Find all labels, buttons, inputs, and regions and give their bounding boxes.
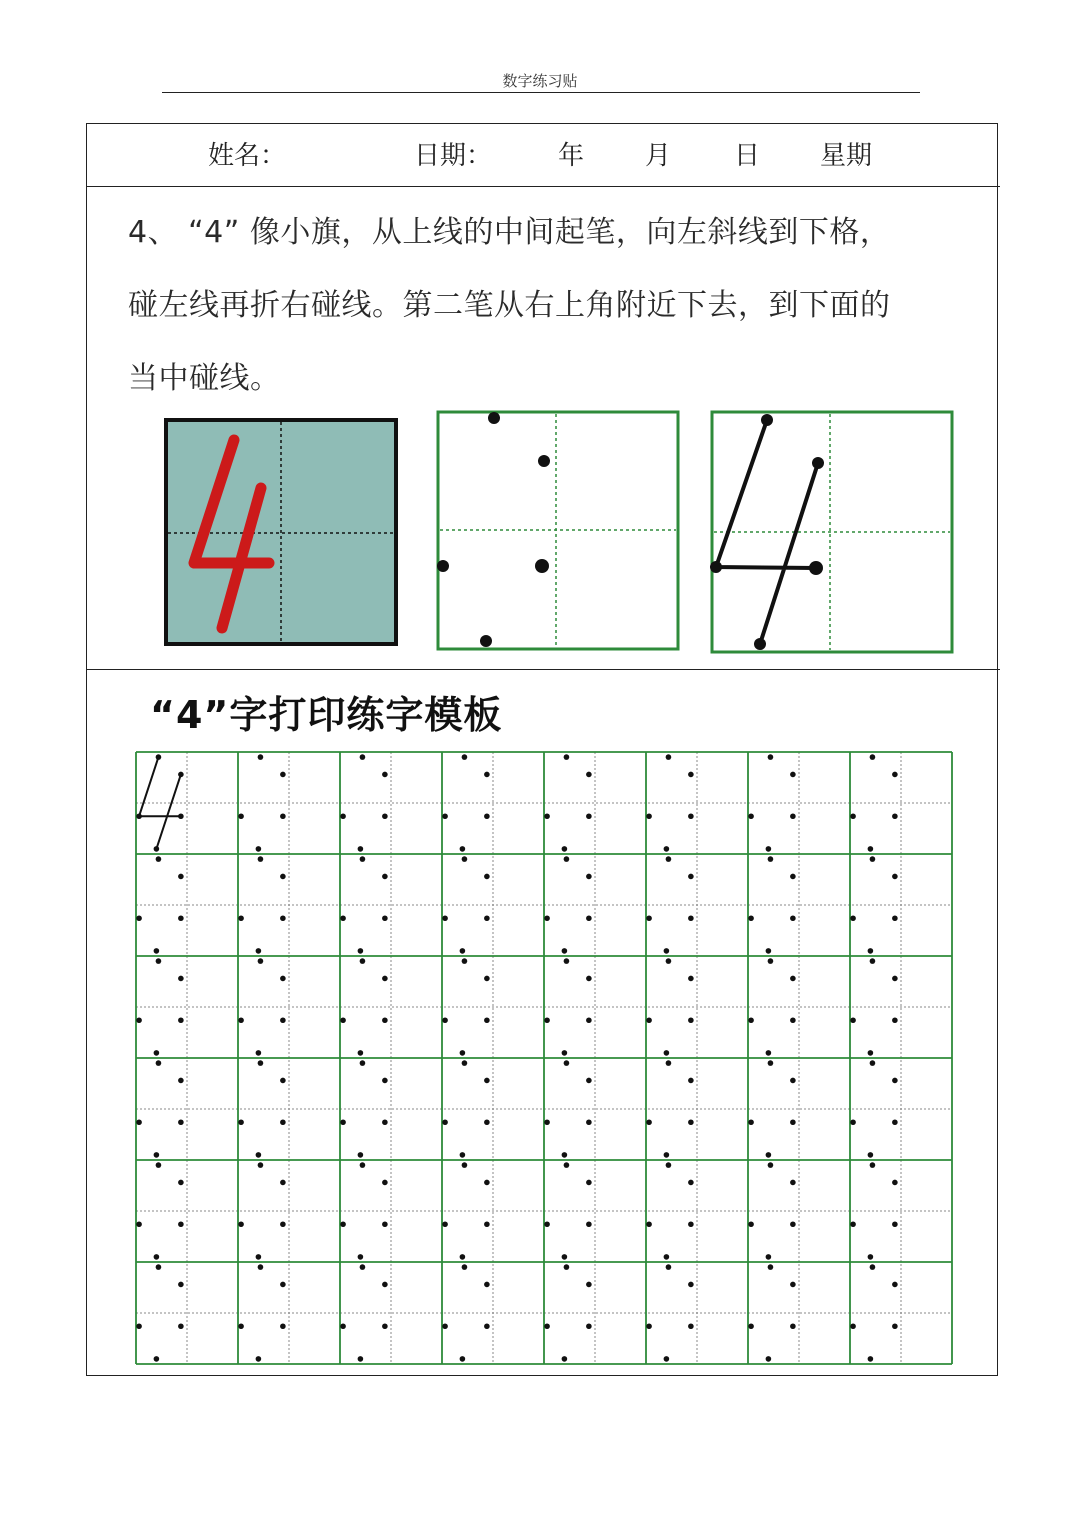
- info-row: [0, 135, 1080, 175]
- guide-dot: [382, 1282, 388, 1288]
- guide-dot: [850, 1017, 856, 1023]
- guide-dot: [586, 1282, 592, 1288]
- guide-dot: [790, 1323, 796, 1329]
- stroke-dot: [754, 638, 766, 650]
- guide-dot: [484, 976, 490, 982]
- guide-dot: [892, 1017, 898, 1023]
- guide-dot: [688, 1180, 694, 1186]
- guide-dot: [484, 1119, 490, 1125]
- guide-dot: [892, 976, 898, 982]
- guide-dot: [442, 1221, 448, 1227]
- guide-dot: [136, 813, 142, 819]
- guide-dot: [382, 1017, 388, 1023]
- guide-dot: [766, 1050, 772, 1056]
- guide-dot: [646, 1323, 652, 1329]
- guide-dot: [360, 856, 366, 862]
- guide-dot: [664, 1152, 670, 1158]
- stroke-dot: [437, 560, 449, 572]
- guide-dot: [868, 1050, 874, 1056]
- stroke-dot: [812, 457, 824, 469]
- guide-dot: [360, 1060, 366, 1066]
- guide-dot: [850, 1119, 856, 1125]
- guide-dot: [258, 958, 264, 964]
- guide-dot: [666, 1060, 672, 1066]
- guide-dot: [562, 1050, 568, 1056]
- guide-dot: [156, 856, 162, 862]
- guide-dot: [442, 813, 448, 819]
- instruction-line: 当中碰线。: [128, 361, 281, 396]
- guide-dot: [460, 948, 466, 954]
- guide-dot: [238, 1119, 244, 1125]
- guide-dot: [766, 948, 772, 954]
- guide-dot: [790, 1180, 796, 1186]
- guide-dot: [564, 1162, 570, 1168]
- stroke-dot: [809, 561, 823, 575]
- guide-dot: [154, 948, 160, 954]
- guide-dot: [462, 1264, 468, 1270]
- guide-dot: [462, 754, 468, 760]
- guide-dot: [136, 1119, 142, 1125]
- guide-dot: [666, 754, 672, 760]
- guide-dot: [178, 976, 184, 982]
- instruction-text: [128, 196, 958, 415]
- guide-dot: [688, 1323, 694, 1329]
- guide-dot: [382, 1221, 388, 1227]
- date-label: 日期：: [414, 141, 493, 171]
- guide-dot: [870, 1264, 876, 1270]
- guide-dot: [688, 772, 694, 778]
- guide-dot: [564, 754, 570, 760]
- guide-dot: [340, 915, 346, 921]
- guide-dot: [358, 1356, 364, 1362]
- guide-dot: [666, 1162, 672, 1168]
- guide-dot: [484, 813, 490, 819]
- guide-dot: [586, 976, 592, 982]
- guide-dot: [790, 915, 796, 921]
- stroke-dot: [488, 412, 500, 424]
- guide-dot: [688, 1282, 694, 1288]
- guide-dot: [544, 915, 550, 921]
- guide-dot: [586, 1078, 592, 1084]
- guide-dot: [280, 874, 286, 880]
- guide-dot: [748, 1323, 754, 1329]
- guide-dot: [766, 1152, 772, 1158]
- guide-dot: [280, 976, 286, 982]
- guide-dot: [462, 958, 468, 964]
- weekday-label: 星期: [820, 141, 873, 171]
- guide-dot: [688, 1221, 694, 1227]
- guide-dot: [280, 1017, 286, 1023]
- guide-dot: [484, 1323, 490, 1329]
- guide-dot: [790, 976, 796, 982]
- guide-dot: [258, 856, 264, 862]
- guide-dot: [154, 1356, 160, 1362]
- practice-grid: [134, 750, 954, 1366]
- guide-dot: [258, 1162, 264, 1168]
- guide-dot: [870, 1060, 876, 1066]
- guide-dot: [868, 1356, 874, 1362]
- month-label: 月: [645, 141, 672, 171]
- guide-dot: [484, 1180, 490, 1186]
- guide-dot: [136, 1221, 142, 1227]
- guide-dot: [544, 1323, 550, 1329]
- guide-dot: [360, 1162, 366, 1168]
- guide-dot: [360, 754, 366, 760]
- guide-dot: [870, 856, 876, 862]
- guide-dot: [484, 915, 490, 921]
- guide-dot: [768, 754, 774, 760]
- guide-dot: [136, 915, 142, 921]
- guide-dot: [868, 948, 874, 954]
- year-label: 年: [558, 141, 585, 171]
- guide-dot: [280, 1078, 286, 1084]
- guide-dot: [256, 1152, 262, 1158]
- guide-dot: [766, 1356, 772, 1362]
- guide-dot: [340, 1017, 346, 1023]
- guide-dot: [688, 1119, 694, 1125]
- stroke-dot: [710, 561, 722, 573]
- guide-dot: [178, 813, 184, 819]
- guide-dot: [768, 856, 774, 862]
- guide-dot: [460, 1356, 466, 1362]
- guide-dot: [238, 1323, 244, 1329]
- guide-dot: [256, 846, 262, 852]
- guide-dot: [280, 813, 286, 819]
- day-label: 日: [734, 141, 761, 171]
- guide-dot: [544, 1119, 550, 1125]
- guide-dot: [280, 915, 286, 921]
- guide-dot: [544, 1017, 550, 1023]
- guide-dot: [178, 1119, 184, 1125]
- guide-dot: [790, 772, 796, 778]
- guide-dot: [156, 1162, 162, 1168]
- instruction-line: 4、 “4” 像小旗，从上线的中间起笔，向左斜线到下格，: [128, 215, 891, 250]
- stroke-dot: [535, 559, 549, 573]
- header-title: 数字练习贴: [502, 72, 578, 90]
- guide-dot: [666, 1264, 672, 1270]
- guide-dot: [280, 1180, 286, 1186]
- guide-dot: [688, 1078, 694, 1084]
- guide-dot: [256, 1254, 262, 1260]
- guide-dot: [382, 874, 388, 880]
- demo-strokes-box: [710, 410, 954, 655]
- guide-dot: [562, 846, 568, 852]
- guide-dot: [564, 958, 570, 964]
- guide-dot: [358, 1050, 364, 1056]
- header-rule: [162, 92, 920, 93]
- guide-dot: [790, 813, 796, 819]
- guide-dot: [156, 754, 162, 760]
- guide-dot: [382, 915, 388, 921]
- guide-dot: [544, 813, 550, 819]
- guide-dot: [178, 1282, 184, 1288]
- guide-dot: [238, 1017, 244, 1023]
- guide-dot: [154, 1152, 160, 1158]
- guide-dot: [664, 948, 670, 954]
- guide-dot: [666, 958, 672, 964]
- guide-dot: [178, 1078, 184, 1084]
- guide-dot: [358, 1152, 364, 1158]
- guide-dot: [154, 1050, 160, 1056]
- guide-dot: [748, 1017, 754, 1023]
- guide-dot: [892, 813, 898, 819]
- guide-dot: [868, 1254, 874, 1260]
- guide-dot: [156, 1264, 162, 1270]
- guide-dot: [586, 1017, 592, 1023]
- guide-dot: [484, 1078, 490, 1084]
- guide-dot: [790, 1221, 796, 1227]
- guide-dot: [646, 915, 652, 921]
- guide-dot: [462, 856, 468, 862]
- guide-dot: [460, 846, 466, 852]
- stroke-dot: [538, 455, 550, 467]
- guide-dot: [646, 1221, 652, 1227]
- guide-dot: [178, 1221, 184, 1227]
- stroke-dot: [480, 635, 492, 647]
- guide-dot: [178, 772, 184, 778]
- guide-dot: [484, 1017, 490, 1023]
- guide-dot: [178, 1180, 184, 1186]
- guide-dot: [382, 1323, 388, 1329]
- guide-dot: [136, 1323, 142, 1329]
- guide-dot: [154, 1254, 160, 1260]
- guide-dot: [688, 874, 694, 880]
- guide-dot: [748, 1119, 754, 1125]
- guide-dot: [586, 772, 592, 778]
- guide-dot: [178, 874, 184, 880]
- guide-dot: [892, 874, 898, 880]
- guide-dot: [256, 948, 262, 954]
- guide-dot: [564, 856, 570, 862]
- guide-dot: [892, 1180, 898, 1186]
- guide-dot: [564, 1264, 570, 1270]
- guide-dot: [892, 915, 898, 921]
- guide-dot: [768, 1162, 774, 1168]
- guide-dot: [646, 813, 652, 819]
- name-label: 姓名：: [208, 141, 287, 171]
- guide-dot: [870, 958, 876, 964]
- guide-dot: [358, 1254, 364, 1260]
- guide-dot: [382, 976, 388, 982]
- guide-dot: [256, 1050, 262, 1056]
- guide-dot: [748, 915, 754, 921]
- guide-dot: [664, 846, 670, 852]
- guide-dot: [340, 1119, 346, 1125]
- guide-dot: [586, 813, 592, 819]
- demo-dots-box: [436, 410, 680, 652]
- stroke-dot: [761, 414, 773, 426]
- guide-dot: [280, 1323, 286, 1329]
- guide-dot: [892, 1221, 898, 1227]
- divider-template: [86, 669, 1000, 670]
- guide-dot: [178, 915, 184, 921]
- divider-info: [86, 186, 1000, 187]
- guide-dot: [562, 1254, 568, 1260]
- guide-dot: [460, 1050, 466, 1056]
- guide-dot: [586, 1119, 592, 1125]
- guide-dot: [564, 1060, 570, 1066]
- guide-dot: [688, 1017, 694, 1023]
- guide-dot: [666, 856, 672, 862]
- guide-dot: [382, 813, 388, 819]
- guide-dot: [442, 1323, 448, 1329]
- guide-dot: [340, 813, 346, 819]
- guide-dot: [892, 1282, 898, 1288]
- guide-dot: [460, 1152, 466, 1158]
- guide-dot: [768, 1060, 774, 1066]
- guide-dot: [790, 1282, 796, 1288]
- guide-dot: [688, 915, 694, 921]
- demo-example-box: [164, 418, 398, 646]
- guide-dot: [892, 1323, 898, 1329]
- guide-dot: [790, 1119, 796, 1125]
- guide-dot: [850, 1323, 856, 1329]
- guide-dot: [484, 1282, 490, 1288]
- guide-dot: [790, 1078, 796, 1084]
- guide-dot: [688, 813, 694, 819]
- guide-dot: [768, 958, 774, 964]
- guide-dot: [484, 772, 490, 778]
- guide-dot: [360, 1264, 366, 1270]
- guide-dot: [358, 846, 364, 852]
- guide-dot: [868, 1152, 874, 1158]
- guide-dot: [484, 1221, 490, 1227]
- guide-dot: [850, 915, 856, 921]
- guide-dot: [382, 1078, 388, 1084]
- guide-dot: [442, 1017, 448, 1023]
- guide-dot: [154, 846, 160, 852]
- guide-dot: [892, 772, 898, 778]
- guide-dot: [360, 958, 366, 964]
- guide-dot: [358, 948, 364, 954]
- guide-dot: [586, 1180, 592, 1186]
- guide-dot: [544, 1221, 550, 1227]
- guide-dot: [178, 1017, 184, 1023]
- guide-dot: [766, 846, 772, 852]
- guide-dot: [280, 1221, 286, 1227]
- guide-dot: [156, 1060, 162, 1066]
- guide-dot: [646, 1119, 652, 1125]
- guide-dot: [238, 915, 244, 921]
- guide-dot: [870, 1162, 876, 1168]
- guide-dot: [892, 1119, 898, 1125]
- guide-dot: [870, 754, 876, 760]
- guide-dot: [442, 915, 448, 921]
- guide-dot: [586, 1221, 592, 1227]
- guide-dot: [280, 1119, 286, 1125]
- guide-dot: [462, 1162, 468, 1168]
- guide-dot: [790, 1017, 796, 1023]
- guide-dot: [850, 1221, 856, 1227]
- guide-dot: [460, 1254, 466, 1260]
- guide-dot: [768, 1264, 774, 1270]
- guide-dot: [280, 1282, 286, 1288]
- guide-dot: [664, 1356, 670, 1362]
- guide-dot: [156, 958, 162, 964]
- guide-dot: [892, 1078, 898, 1084]
- guide-dot: [562, 1152, 568, 1158]
- template-title: “4”字打印练字模板: [150, 693, 503, 737]
- guide-dot: [382, 772, 388, 778]
- guide-dot: [664, 1050, 670, 1056]
- guide-dot: [258, 1060, 264, 1066]
- guide-dot: [238, 813, 244, 819]
- instruction-line: 碰左线再折右碰线。第二笔从右上角附近下去，到下面的: [128, 288, 891, 323]
- guide-dot: [178, 1323, 184, 1329]
- guide-dot: [258, 754, 264, 760]
- guide-dot: [868, 846, 874, 852]
- guide-dot: [462, 1060, 468, 1066]
- guide-dot: [850, 813, 856, 819]
- guide-dot: [748, 813, 754, 819]
- guide-dot: [664, 1254, 670, 1260]
- guide-dot: [442, 1119, 448, 1125]
- guide-dot: [136, 1017, 142, 1023]
- guide-dot: [586, 915, 592, 921]
- guide-dot: [258, 1264, 264, 1270]
- guide-dot: [646, 1017, 652, 1023]
- guide-dot: [766, 1254, 772, 1260]
- guide-dot: [586, 874, 592, 880]
- guide-dot: [562, 948, 568, 954]
- guide-dot: [340, 1221, 346, 1227]
- guide-dot: [238, 1221, 244, 1227]
- guide-dot: [586, 1323, 592, 1329]
- guide-dot: [256, 1356, 262, 1362]
- guide-dot: [280, 772, 286, 778]
- guide-dot: [688, 976, 694, 982]
- guide-dot: [340, 1323, 346, 1329]
- guide-dot: [748, 1221, 754, 1227]
- guide-dot: [382, 1180, 388, 1186]
- guide-dot: [382, 1119, 388, 1125]
- guide-dot: [562, 1356, 568, 1362]
- guide-dot: [484, 874, 490, 880]
- guide-dot: [790, 874, 796, 880]
